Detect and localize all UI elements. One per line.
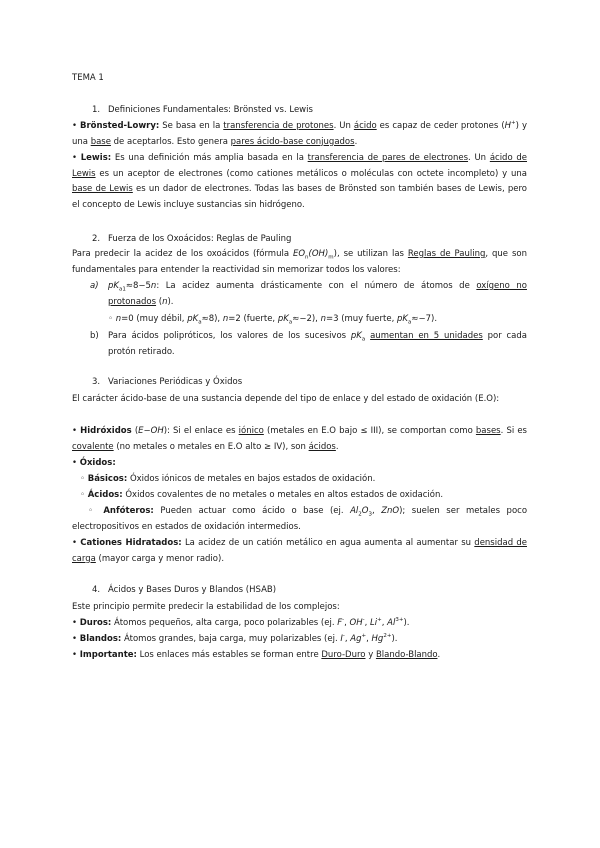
oxidos-basicos: ◦ Básicos: Óxidos iónicos de metales en bajos estados de oxidación. bbox=[80, 474, 376, 484]
document-title: TEMA 1 bbox=[72, 73, 104, 83]
section-4-heading: 4. Ácidos y Bases Duros y Blandos (HSAB) bbox=[92, 585, 277, 595]
periodic-intro-paragraph: El carácter ácido-base de una sustancia depende del tipo de enlace y del estado de oxidación (E.O): bbox=[72, 394, 500, 404]
section-2-heading: 2. Fuerza de los Oxoácidos: Reglas de Pauling bbox=[92, 234, 292, 244]
pauling-intro-paragraph: Para predecir la acidez de los oxoácidos (fórmula $EO_n(OH)_m$), se utilizan las Reglas de Pauling, que son fundamentales para entender la reactividad sin memorizar todos los valores: bbox=[72, 249, 527, 275]
duros-line: • Duros: Átomos pequeños, alta carga, poco polarizables (ej. F-, OH-, Li+, $Al^{3+}$). bbox=[72, 617, 410, 628]
hsab-intro: Este principio permite predecir la estabilidad de los complejos: bbox=[72, 602, 340, 612]
oxidos-acidos: ◦ Ácidos: Óxidos covalentes de no metales o metales en altos estados de oxidación. bbox=[80, 490, 444, 500]
importante-line: • Importante: Los enlaces más estables se forman entre Duro-Duro y Blando-Blando. bbox=[72, 650, 441, 660]
lewis-paragraph: • Lewis: Es una definición más amplia basada en la transferencia de pares de electrones. Un ácido de Lewis es un aceptor de electrones (como cationes metálicos o moléculas con octete incompleto) y una base de Lewis es un dador de electrones. Todas las bases de Brönsted son también bases de Lewis, pero el concepto de Lewis incluye sustancias sin hidrógeno. bbox=[72, 153, 528, 210]
rule-a-text: $pK_{a1}\approx 8-5n$: La acidez aumenta drásticamente con el número de átomos de oxígeno no protonados (n). bbox=[108, 281, 527, 307]
blandos-line: • Blandos: Átomos grandes, baja carga, muy polarizables (ej. I-, Ag+, $Hg^{2+}$). bbox=[72, 633, 398, 644]
section-3-heading: 3. Variaciones Periódicas y Óxidos bbox=[92, 377, 243, 387]
bronsted-lowry-paragraph: • Brönsted-Lowry: Se basa en la transferencia de protones. Un ácido es capaz de ceder protones (H+) y una base de aceptarlos. Esto genera pares ácido-base conjugados. bbox=[72, 120, 527, 147]
rule-b-text: Para ácidos polipróticos, los valores de los sucesivos $pK_a$ aumentan en 5 unidades por cada protón retirado. bbox=[108, 331, 527, 357]
oxidos-anfoteros: ◦ Anfóteros: Pueden actuar como ácido o base (ej. $Al_2O_3$, ZnO); suelen ser metales poco electropositivos en estados de oxidación intermedios. bbox=[72, 506, 528, 532]
oxidos-heading: • Óxidos: bbox=[72, 458, 116, 468]
section-1-heading: 1. Definiciones Fundamentales: Brönsted vs. Lewis bbox=[92, 105, 313, 115]
cationes-hidratados-paragraph: • Cationes Hidratados: La acidez de un catión metálico en agua aumenta al aumentar su densidad de carga (mayor carga y menor radio). bbox=[72, 538, 527, 564]
rule-a-examples: ◦ n=0 (muy débil, $pK_a\approx 8$), n=2 (fuerte, $pK_a\approx-2$), n=3 (muy fuerte, $pK_a\approx-7$). bbox=[108, 314, 438, 326]
hidroxidos-paragraph: • Hidróxidos (E−OH): Si el enlace es iónico (metales en E.O bajo ≤ III), se comportan como bases. Si es covalente (no metales o metales en E.O alto ≥ IV), son ácidos. bbox=[72, 426, 527, 452]
rule-b-label: b) bbox=[90, 331, 99, 341]
rule-a-label: a) bbox=[90, 281, 99, 291]
